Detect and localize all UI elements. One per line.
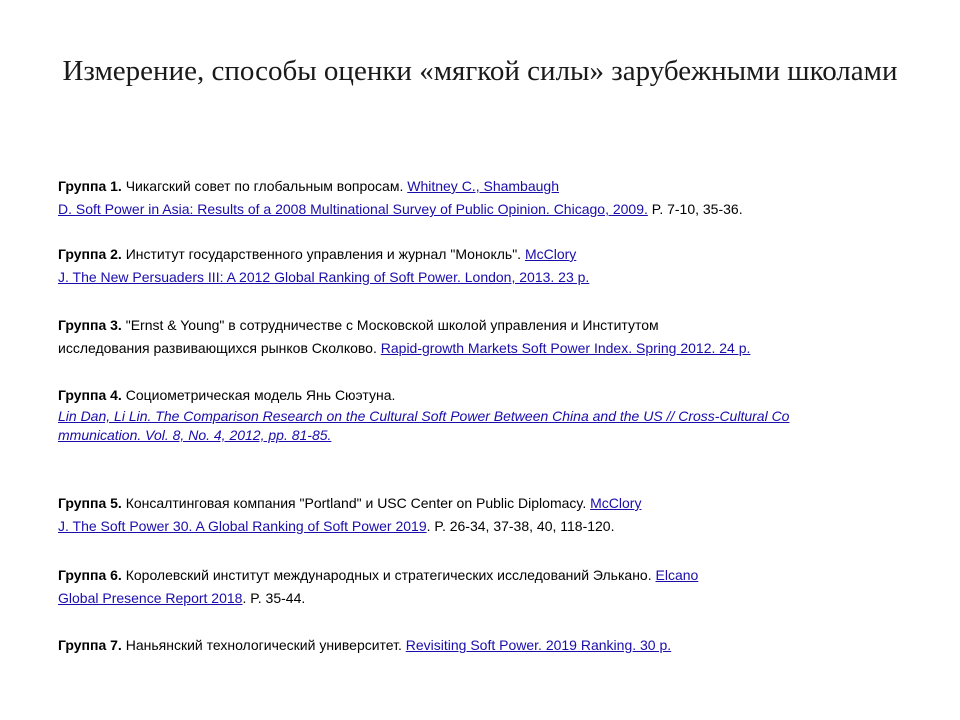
- group-text: Социометрическая модель Янь Сюэтуна.: [121, 387, 396, 403]
- group-text: Институт государственного управления и журнал "Монокль".: [121, 246, 525, 262]
- group-label: Группа 6.: [58, 567, 122, 583]
- group-label: Группа 2.: [58, 246, 122, 262]
- group-label: Группа 7.: [58, 637, 122, 653]
- page-title: Измерение, способы оценки «мягкой силы» зарубежными школами: [62, 55, 898, 87]
- reference-link-author[interactable]: Whitney C., Shambaugh: [407, 178, 559, 194]
- reference-link[interactable]: Lin Dan, Li Lin. The Comparison Research on the Cultural Soft Power Between China and the US // Cross-Cultural Co: [58, 408, 790, 424]
- reference-link[interactable]: Revisiting Soft Power. 2019 Ranking. 30 p.: [405, 637, 672, 653]
- group-3: [58, 314, 908, 360]
- group-6: [58, 564, 908, 610]
- reference-link-continued[interactable]: mmunication. Vol. 8, No. 4, 2012, pp. 81-85.: [58, 427, 332, 443]
- reference-pages: . P. 35-44.: [242, 590, 306, 606]
- reference-link-author[interactable]: McClory: [590, 495, 642, 511]
- group-text: Королевский институт международных и стратегических исследований Элькано.: [121, 567, 656, 583]
- reference-link-title[interactable]: J. The Soft Power 30. A Global Ranking of Soft Power 2019: [58, 518, 427, 534]
- reference-link-title[interactable]: J. The New Persuaders III: A 2012 Global Ranking of Soft Power. London, 2013. 23 p.: [58, 269, 590, 285]
- group-7: [58, 634, 908, 657]
- group-label: Группа 4.: [58, 387, 122, 403]
- group-5: [58, 492, 908, 538]
- group-text: Наньянский технологический университет.: [121, 637, 406, 653]
- group-text: "Ernst & Young" в сотрудничестве с Московской школой управления и Институтом: [121, 317, 659, 333]
- group-text: Чикагский совет по глобальным вопросам.: [121, 178, 408, 194]
- reference-link-author[interactable]: Elcano: [655, 567, 699, 583]
- reference-pages: P. 7-10, 35-36.: [647, 201, 743, 217]
- group-label: Группа 1.: [58, 178, 122, 194]
- group-1: [58, 175, 908, 221]
- group-label: Группа 3.: [58, 317, 122, 333]
- reference-link-title[interactable]: D. Soft Power in Asia: Results of a 2008 Multinational Survey of Public Opinion. Chicago, 2009.: [58, 201, 648, 217]
- group-4: [58, 384, 908, 445]
- reference-link-author[interactable]: McClory: [524, 246, 577, 262]
- group-label: Группа 5.: [58, 495, 122, 511]
- group-text-continued: исследования развивающихся рынков Сколково.: [58, 340, 381, 356]
- group-2: [58, 243, 908, 289]
- reference-pages: . P. 26-34, 37-38, 40, 118-120.: [426, 518, 615, 534]
- reference-link[interactable]: Rapid-growth Markets Soft Power Index. Spring 2012. 24 p.: [380, 340, 751, 356]
- reference-link-title[interactable]: Global Presence Report 2018: [58, 590, 243, 606]
- group-text: Консалтинговая компания "Portland" и USC Center on Public Diplomacy.: [121, 495, 591, 511]
